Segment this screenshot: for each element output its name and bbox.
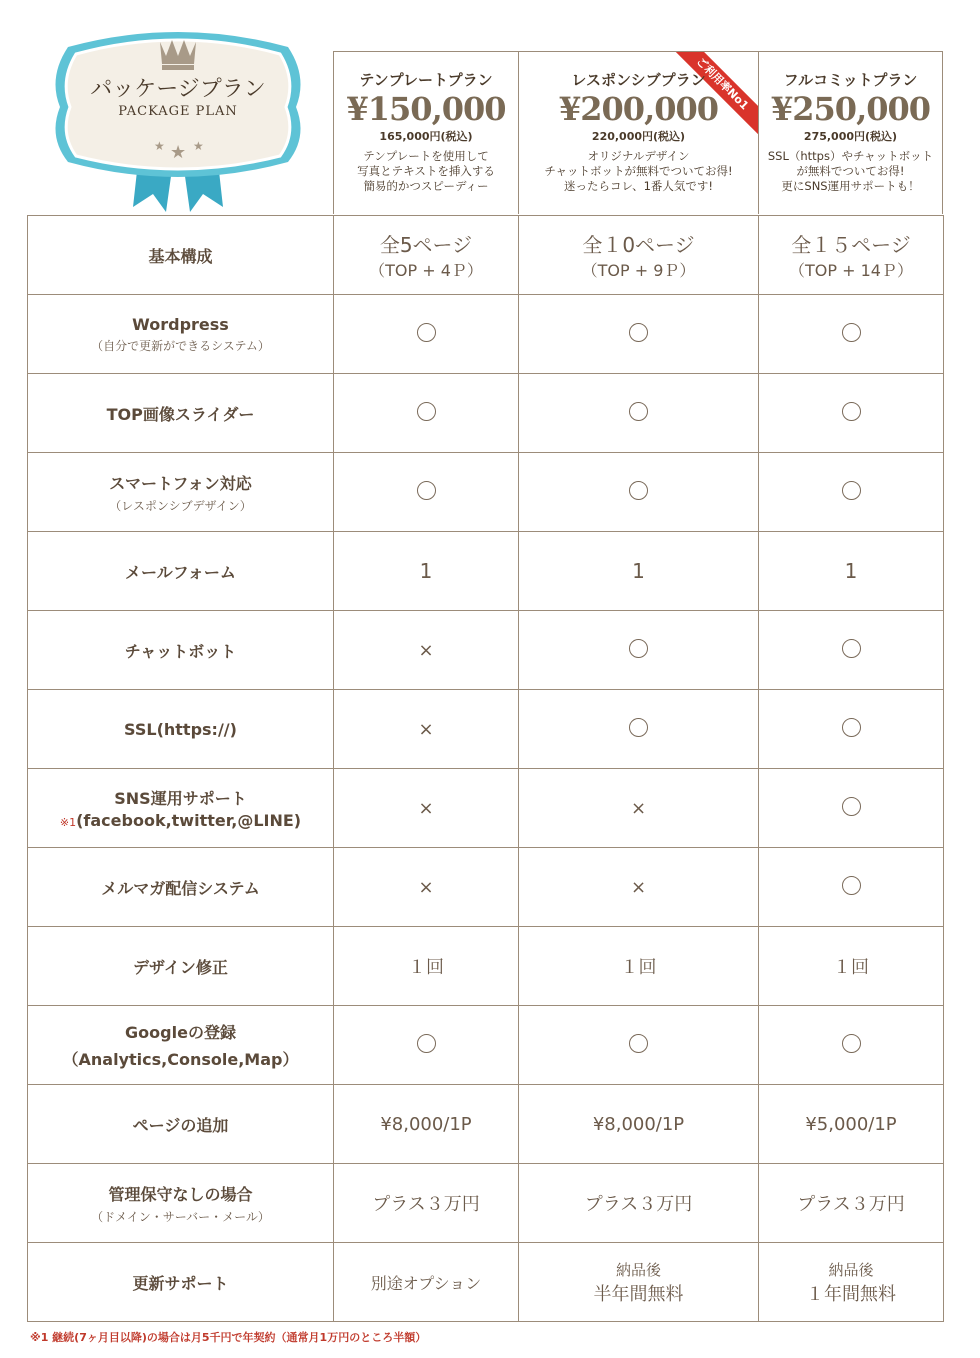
plan-header-fullcommit [758, 51, 943, 214]
table-row [28, 374, 944, 453]
unavailable-icon: × [519, 769, 759, 848]
available-icon [629, 1034, 648, 1053]
unavailable-icon: × [334, 848, 519, 927]
row-label: メールフォーム [28, 532, 334, 611]
table-row [28, 453, 944, 532]
available-icon [629, 718, 648, 737]
table-row [28, 1006, 944, 1085]
table-row [28, 295, 944, 374]
table-row [28, 769, 944, 848]
available-icon [629, 323, 648, 342]
available-icon [842, 876, 861, 895]
row-label: 更新サポート [28, 1243, 334, 1322]
plan-price: ¥200,000 [559, 90, 718, 128]
row-label: デザイン修正 [28, 927, 334, 1006]
table-row: デザイン修正 １回 １回 １回 [28, 927, 944, 1006]
available-icon [842, 323, 861, 342]
unavailable-icon: × [334, 690, 519, 769]
row-label: スマートフォン対応 （レスポンシブデザイン） [28, 453, 334, 532]
available-icon [629, 481, 648, 500]
table-row: ページの追加 ¥8,000/1P ¥8,000/1P ¥5,000/1P [28, 1085, 944, 1164]
row-label: Wordpress （自分で更新ができるシステム） [28, 295, 334, 374]
row-label: SSL(https://) [28, 690, 334, 769]
plan-header-responsive [518, 51, 759, 214]
popular-ribbon: ご利用率No1 [665, 52, 758, 141]
available-icon [842, 639, 861, 658]
plan-price-tax: 275,000円(税込) [803, 130, 898, 143]
row-label: SNS運用サポート ※1(facebook,twitter,@LINE) [28, 769, 334, 848]
available-icon [842, 1034, 861, 1053]
plan-description: テンプレートを使用して 写真とテキストを挿入する 簡易的かつスピーディー [357, 149, 495, 193]
available-icon [629, 402, 648, 421]
unavailable-icon: × [519, 848, 759, 927]
row-label: 基本構成 [28, 216, 334, 295]
row-label: 管理保守なしの場合 （ドメイン・サーバー・メール） [28, 1164, 334, 1243]
available-icon [417, 402, 436, 421]
svg-text:★: ★ [170, 142, 187, 163]
table-row: 基本構成 全5ページ （TOP + 4Ｐ） 全１0ページ （TOP + 9Ｐ） 全１５ページ （TOP + 14Ｐ） [28, 216, 944, 295]
plan-price: ¥250,000 [771, 90, 930, 128]
unavailable-icon: × [334, 611, 519, 690]
plan-price-tax: 220,000円(税込) [591, 130, 686, 143]
footnote: ※1 継続(7ヶ月目以降)の場合は月5千円で年契約（通常月1万円のところ半額） [30, 1331, 427, 1344]
plan-name: テンプレートプラン [359, 71, 493, 89]
table-row [28, 848, 944, 927]
table-row: 更新サポート 別途オプション 納品後 半年間無料 納品後 １年間無料 [28, 1243, 944, 1322]
table-row [28, 611, 944, 690]
svg-text:★: ★ [154, 139, 165, 153]
row-label: チャットボット [28, 611, 334, 690]
plan-name: レスポンシブプラン [571, 71, 706, 89]
plan-name: フルコミットプラン [783, 71, 918, 89]
badge-title-en: PACKAGE PLAN [118, 104, 238, 119]
table-row [28, 690, 944, 769]
row-label: Googleの登録 （Analytics,Console,Map） [28, 1006, 334, 1085]
badge-title-jp: パッケージプラン [90, 77, 266, 102]
available-icon [417, 323, 436, 342]
plan-description: オリジナルデザイン チャットボットが無料でついてお得! 迷ったらコレ、1番人気です! [544, 149, 733, 193]
available-icon [842, 481, 861, 500]
available-icon [842, 718, 861, 737]
row-label: ページの追加 [28, 1085, 334, 1164]
package-plan-badge [38, 12, 318, 212]
unavailable-icon: × [334, 769, 519, 848]
available-icon [417, 481, 436, 500]
plan-price-tax: 165,000円(税込) [379, 130, 473, 143]
row-label: メルマガ配信システム [28, 848, 334, 927]
available-icon [842, 402, 861, 421]
svg-text:★: ★ [193, 139, 204, 153]
available-icon [842, 797, 861, 816]
table-row: 管理保守なしの場合 （ドメイン・サーバー・メール） プラス３万円 プラス３万円 プラス３万円 [28, 1164, 944, 1243]
plan-description: SSL（https）やチャットボット が無料でついてお得! 更にSNS運用サポートも！ [767, 149, 934, 193]
plan-header-template [333, 51, 519, 214]
plan-price: ¥150,000 [346, 90, 506, 128]
table-row: メールフォーム 1 1 1 [28, 532, 944, 611]
available-icon [629, 639, 648, 658]
plan-comparison-table [27, 215, 944, 1322]
available-icon [417, 1034, 436, 1053]
row-label: TOP画像スライダー [28, 374, 334, 453]
